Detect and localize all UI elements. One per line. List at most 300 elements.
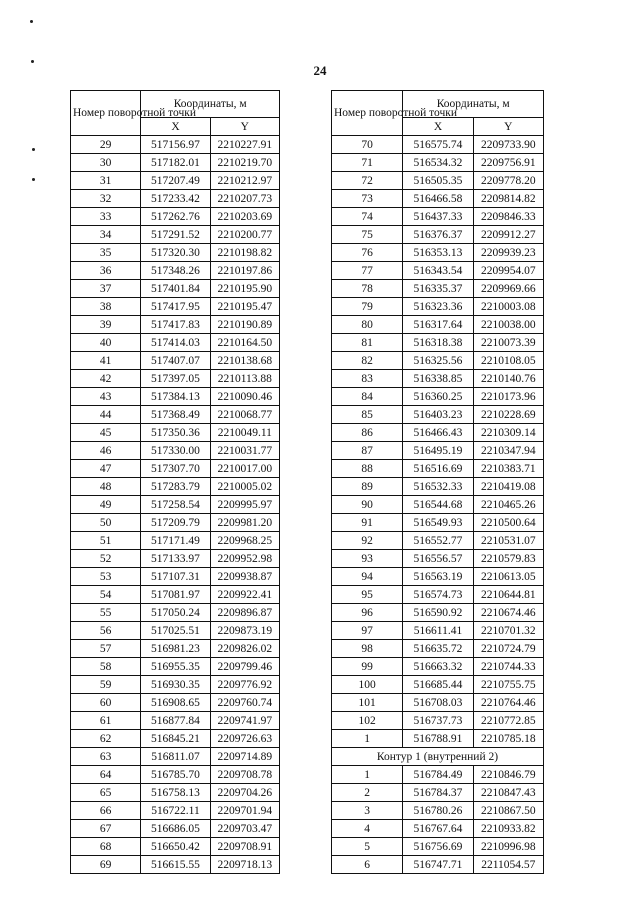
y-coordinate-cell: 2210173.96: [473, 388, 543, 406]
x-coordinate-cell: 517401.84: [141, 280, 210, 298]
point-number-cell: 6: [332, 856, 403, 874]
table-row: [332, 136, 544, 154]
point-number-cell: 85: [332, 406, 403, 424]
x-coordinate-cell: 516767.64: [403, 820, 473, 838]
y-coordinate-cell: 2211054.57: [473, 856, 543, 874]
point-number-cell: 61: [71, 712, 141, 730]
x-coordinate-cell: 517209.79: [141, 514, 210, 532]
x-coordinate-cell: 516552.77: [403, 532, 473, 550]
table-row: [71, 190, 280, 208]
table-row: [71, 478, 280, 496]
y-coordinate-cell: 2210140.76: [473, 370, 543, 388]
x-coordinate-cell: 516590.92: [403, 604, 473, 622]
x-coordinate-cell: 516549.93: [403, 514, 473, 532]
x-coordinate-cell: 516574.73: [403, 586, 473, 604]
y-coordinate-cell: 2210465.26: [473, 496, 543, 514]
x-coordinate-cell: 517133.97: [141, 550, 210, 568]
x-coordinate-cell: 516930.35: [141, 676, 210, 694]
table-row: [332, 334, 544, 352]
y-coordinate-cell: 2209873.19: [210, 622, 279, 640]
table-row: [71, 496, 280, 514]
point-number-cell: 91: [332, 514, 403, 532]
point-number-cell: 68: [71, 838, 141, 856]
x-header: X: [141, 118, 210, 136]
x-coordinate-cell: 517233.42: [141, 190, 210, 208]
y-coordinate-cell: 2209896.87: [210, 604, 279, 622]
y-coordinate-cell: 2209814.82: [473, 190, 543, 208]
point-number-cell: 96: [332, 604, 403, 622]
point-number-cell: 86: [332, 424, 403, 442]
y-coordinate-cell: 2209938.87: [210, 568, 279, 586]
point-number-cell: 42: [71, 370, 141, 388]
page-number: 24: [313, 63, 327, 78]
point-number-cell: 101: [332, 694, 403, 712]
table-row: [332, 280, 544, 298]
table-row: [71, 568, 280, 586]
table-row: [71, 280, 280, 298]
x-coordinate-cell: 516338.85: [403, 370, 473, 388]
table-row: [71, 424, 280, 442]
y-coordinate-cell: 2210138.68: [210, 352, 279, 370]
x-coordinate-cell: 516532.33: [403, 478, 473, 496]
x-coordinate-cell: 516758.13: [141, 784, 210, 802]
y-coordinate-cell: 2210531.07: [473, 532, 543, 550]
table-row: [71, 712, 280, 730]
x-coordinate-cell: 516466.43: [403, 424, 473, 442]
point-number-cell: 102: [332, 712, 403, 730]
y-header: Y: [473, 118, 543, 136]
x-coordinate-cell: 517291.52: [141, 226, 210, 244]
x-coordinate-cell: 517407.07: [141, 352, 210, 370]
y-coordinate-cell: 2209922.41: [210, 586, 279, 604]
point-number-cell: 67: [71, 820, 141, 838]
y-coordinate-cell: 2209704.26: [210, 784, 279, 802]
table-row: [71, 532, 280, 550]
point-number-cell: 47: [71, 460, 141, 478]
x-coordinate-cell: 516784.49: [403, 766, 473, 784]
point-number-cell: 84: [332, 388, 403, 406]
table-row: [71, 370, 280, 388]
x-coordinate-cell: 516708.03: [403, 694, 473, 712]
y-coordinate-cell: 2209939.23: [473, 244, 543, 262]
table-row: [332, 568, 544, 586]
x-coordinate-cell: 516784.37: [403, 784, 473, 802]
table-row: [71, 154, 280, 172]
table-row: [71, 442, 280, 460]
x-coordinate-cell: 516811.07: [141, 748, 210, 766]
table-row: [71, 406, 280, 424]
y-coordinate-cell: 2209714.89: [210, 748, 279, 766]
x-coordinate-cell: 516686.05: [141, 820, 210, 838]
table-row: [332, 802, 544, 820]
y-coordinate-cell: 2210005.02: [210, 478, 279, 496]
x-coordinate-cell: 516323.36: [403, 298, 473, 316]
point-number-cell: 5: [332, 838, 403, 856]
x-coordinate-cell: 517417.83: [141, 316, 210, 334]
y-coordinate-cell: 2210219.70: [210, 154, 279, 172]
point-number-cell: 100: [332, 676, 403, 694]
x-coordinate-cell: 516981.23: [141, 640, 210, 658]
y-coordinate-cell: 2209733.90: [473, 136, 543, 154]
x-coordinate-cell: 517025.51: [141, 622, 210, 640]
y-coordinate-cell: 2210197.86: [210, 262, 279, 280]
point-number-cell: 54: [71, 586, 141, 604]
y-coordinate-cell: 2210190.89: [210, 316, 279, 334]
point-number-cell: 51: [71, 532, 141, 550]
coordinates-header: Координаты, м: [403, 91, 544, 118]
coordinates-header: Координаты, м: [141, 91, 280, 118]
x-coordinate-cell: 516722.11: [141, 802, 210, 820]
table-row: [71, 334, 280, 352]
table-row: [71, 208, 280, 226]
table-row: [332, 838, 544, 856]
y-coordinate-cell: 2210846.79: [473, 766, 543, 784]
x-coordinate-cell: 516955.35: [141, 658, 210, 676]
point-number-cell: 90: [332, 496, 403, 514]
x-coordinate-cell: 516788.91: [403, 730, 473, 748]
point-number-cell: 37: [71, 280, 141, 298]
table-row: [71, 838, 280, 856]
table-row: [332, 784, 544, 802]
point-number-cell: 32: [71, 190, 141, 208]
y-coordinate-cell: 2210996.98: [473, 838, 543, 856]
x-coordinate-cell: 516650.42: [141, 838, 210, 856]
y-coordinate-cell: 2210724.79: [473, 640, 543, 658]
table-row: [71, 694, 280, 712]
x-coordinate-cell: 517307.70: [141, 460, 210, 478]
point-number-cell: 46: [71, 442, 141, 460]
x-coordinate-cell: 516756.69: [403, 838, 473, 856]
y-coordinate-cell: 2209701.94: [210, 802, 279, 820]
y-coordinate-cell: 2210068.77: [210, 406, 279, 424]
x-coordinate-cell: 516785.70: [141, 766, 210, 784]
point-number-cell: 1: [332, 730, 403, 748]
table-row: [71, 766, 280, 784]
table-row: [71, 550, 280, 568]
point-number-cell: 57: [71, 640, 141, 658]
point-number-cell: 94: [332, 568, 403, 586]
table-row: [332, 694, 544, 712]
y-coordinate-cell: 2209756.91: [473, 154, 543, 172]
x-coordinate-cell: 516376.37: [403, 226, 473, 244]
point-number-cell: 99: [332, 658, 403, 676]
y-coordinate-cell: 2210867.50: [473, 802, 543, 820]
y-coordinate-cell: 2210212.97: [210, 172, 279, 190]
y-coordinate-cell: 2210347.94: [473, 442, 543, 460]
table-row: [332, 604, 544, 622]
table-row: [71, 856, 280, 874]
coordinates-table-left: [70, 90, 280, 874]
point-number-cell: 89: [332, 478, 403, 496]
table-row: [332, 424, 544, 442]
table-row: [332, 208, 544, 226]
point-number-cell: 40: [71, 334, 141, 352]
point-number-cell: 49: [71, 496, 141, 514]
y-coordinate-cell: 2210227.91: [210, 136, 279, 154]
y-coordinate-cell: 2210195.90: [210, 280, 279, 298]
point-number-cell: 63: [71, 748, 141, 766]
x-coordinate-cell: 517050.24: [141, 604, 210, 622]
table-row: [71, 172, 280, 190]
table-row: [332, 190, 544, 208]
y-coordinate-cell: 2210090.46: [210, 388, 279, 406]
point-number-cell: 48: [71, 478, 141, 496]
x-coordinate-cell: 516845.21: [141, 730, 210, 748]
x-coordinate-cell: 516908.65: [141, 694, 210, 712]
table-row: [71, 604, 280, 622]
point-number-cell: 43: [71, 388, 141, 406]
point-number-cell: 93: [332, 550, 403, 568]
point-number-cell: 4: [332, 820, 403, 838]
y-coordinate-cell: 2210198.82: [210, 244, 279, 262]
point-number-cell: 56: [71, 622, 141, 640]
point-number-cell: 36: [71, 262, 141, 280]
x-coordinate-cell: 516575.74: [403, 136, 473, 154]
table-row: [71, 352, 280, 370]
table-row: [71, 316, 280, 334]
y-coordinate-cell: 2210017.00: [210, 460, 279, 478]
y-coordinate-cell: 2209995.97: [210, 496, 279, 514]
point-number-cell: 81: [332, 334, 403, 352]
x-coordinate-cell: 516663.32: [403, 658, 473, 676]
table-row: [71, 262, 280, 280]
table-row: [332, 298, 544, 316]
point-number-cell: 59: [71, 676, 141, 694]
point-number-cell: 80: [332, 316, 403, 334]
table-row: [332, 172, 544, 190]
x-coordinate-cell: 516466.58: [403, 190, 473, 208]
point-number-cell: 97: [332, 622, 403, 640]
point-number-cell: 3: [332, 802, 403, 820]
table-row: [332, 478, 544, 496]
x-coordinate-cell: 517156.97: [141, 136, 210, 154]
y-coordinate-cell: 2209969.66: [473, 280, 543, 298]
point-number-cell: 72: [332, 172, 403, 190]
table-row: [71, 820, 280, 838]
y-coordinate-cell: 2210383.71: [473, 460, 543, 478]
y-coordinate-cell: 2209799.46: [210, 658, 279, 676]
y-coordinate-cell: 2209726.63: [210, 730, 279, 748]
y-coordinate-cell: 2209954.07: [473, 262, 543, 280]
y-coordinate-cell: 2210755.75: [473, 676, 543, 694]
x-coordinate-cell: 517258.54: [141, 496, 210, 514]
point-number-header: Номер поворотной точки: [71, 91, 141, 136]
y-coordinate-cell: 2210764.46: [473, 694, 543, 712]
x-coordinate-cell: 516611.41: [403, 622, 473, 640]
point-number-cell: 45: [71, 424, 141, 442]
point-number-cell: 33: [71, 208, 141, 226]
table-row: [71, 676, 280, 694]
point-number-cell: 44: [71, 406, 141, 424]
point-number-cell: 65: [71, 784, 141, 802]
table-row: [332, 856, 544, 874]
point-number-cell: 76: [332, 244, 403, 262]
y-coordinate-cell: 2209708.78: [210, 766, 279, 784]
point-number-cell: 77: [332, 262, 403, 280]
point-number-cell: 35: [71, 244, 141, 262]
coordinates-table-right: [331, 90, 544, 874]
table-row: [71, 388, 280, 406]
y-coordinate-cell: 2210613.05: [473, 568, 543, 586]
y-coordinate-cell: 2210049.11: [210, 424, 279, 442]
x-coordinate-cell: 516495.19: [403, 442, 473, 460]
y-coordinate-cell: 2210701.32: [473, 622, 543, 640]
point-number-cell: 75: [332, 226, 403, 244]
x-coordinate-cell: 516325.56: [403, 352, 473, 370]
x-coordinate-cell: 516353.13: [403, 244, 473, 262]
y-coordinate-cell: 2210195.47: [210, 298, 279, 316]
table-row: [332, 226, 544, 244]
y-coordinate-cell: 2209708.91: [210, 838, 279, 856]
scan-mark: [32, 178, 35, 181]
point-number-cell: 98: [332, 640, 403, 658]
table-row: [332, 622, 544, 640]
point-number-cell: 66: [71, 802, 141, 820]
x-coordinate-cell: 517171.49: [141, 532, 210, 550]
table-row: [332, 820, 544, 838]
y-coordinate-cell: 2210108.05: [473, 352, 543, 370]
table-row: [71, 622, 280, 640]
point-number-cell: 79: [332, 298, 403, 316]
x-coordinate-cell: 516877.84: [141, 712, 210, 730]
y-coordinate-cell: 2210038.00: [473, 316, 543, 334]
table-row: [332, 730, 544, 748]
table-row: [332, 388, 544, 406]
table-row: [71, 640, 280, 658]
point-number-cell: 82: [332, 352, 403, 370]
scan-mark: [30, 20, 33, 23]
point-number-cell: 88: [332, 460, 403, 478]
x-coordinate-cell: 516544.68: [403, 496, 473, 514]
x-coordinate-cell: 517182.01: [141, 154, 210, 172]
table-row: [332, 712, 544, 730]
x-coordinate-cell: 516615.55: [141, 856, 210, 874]
x-coordinate-cell: 516780.26: [403, 802, 473, 820]
x-coordinate-cell: 516360.25: [403, 388, 473, 406]
y-coordinate-cell: 2210113.88: [210, 370, 279, 388]
x-coordinate-cell: 516318.38: [403, 334, 473, 352]
y-coordinate-cell: 2210933.82: [473, 820, 543, 838]
table-row: [332, 316, 544, 334]
x-coordinate-cell: 517348.26: [141, 262, 210, 280]
x-coordinate-cell: 516556.57: [403, 550, 473, 568]
y-coordinate-cell: 2210073.39: [473, 334, 543, 352]
x-coordinate-cell: 517384.13: [141, 388, 210, 406]
point-number-header: Номер поворотной точки: [332, 91, 403, 136]
point-number-cell: 2: [332, 784, 403, 802]
x-header: X: [403, 118, 473, 136]
y-coordinate-cell: 2210419.08: [473, 478, 543, 496]
table-row: [71, 460, 280, 478]
x-coordinate-cell: 517414.03: [141, 334, 210, 352]
point-number-cell: 50: [71, 514, 141, 532]
y-coordinate-cell: 2210785.18: [473, 730, 543, 748]
x-coordinate-cell: 517368.49: [141, 406, 210, 424]
table-row: [332, 640, 544, 658]
point-number-cell: 41: [71, 352, 141, 370]
section-row: [332, 748, 544, 766]
y-coordinate-cell: 2210847.43: [473, 784, 543, 802]
y-coordinate-cell: 2209703.47: [210, 820, 279, 838]
y-coordinate-cell: 2210644.81: [473, 586, 543, 604]
y-coordinate-cell: 2209846.33: [473, 208, 543, 226]
point-number-cell: 87: [332, 442, 403, 460]
table-row: [332, 406, 544, 424]
point-number-cell: 60: [71, 694, 141, 712]
y-coordinate-cell: 2209952.98: [210, 550, 279, 568]
section-title: Контур 1 (внутренний 2): [332, 748, 544, 766]
y-coordinate-cell: 2209981.20: [210, 514, 279, 532]
table-row: [332, 676, 544, 694]
point-number-cell: 64: [71, 766, 141, 784]
table-row: [71, 784, 280, 802]
table-row: [71, 658, 280, 676]
table-row: [332, 460, 544, 478]
y-header: Y: [210, 118, 279, 136]
point-number-cell: 29: [71, 136, 141, 154]
x-coordinate-cell: 517320.30: [141, 244, 210, 262]
table-row: [71, 298, 280, 316]
table-row: [332, 766, 544, 784]
x-coordinate-cell: 516335.37: [403, 280, 473, 298]
y-coordinate-cell: 2210309.14: [473, 424, 543, 442]
x-coordinate-cell: 516437.33: [403, 208, 473, 226]
point-number-cell: 30: [71, 154, 141, 172]
y-coordinate-cell: 2210031.77: [210, 442, 279, 460]
table-row: [332, 370, 544, 388]
point-number-cell: 74: [332, 208, 403, 226]
y-coordinate-cell: 2210200.77: [210, 226, 279, 244]
y-coordinate-cell: 2210579.83: [473, 550, 543, 568]
x-coordinate-cell: 516635.72: [403, 640, 473, 658]
point-number-cell: 78: [332, 280, 403, 298]
x-coordinate-cell: 516737.73: [403, 712, 473, 730]
x-coordinate-cell: 516343.54: [403, 262, 473, 280]
y-coordinate-cell: 2210207.73: [210, 190, 279, 208]
table-row: [332, 658, 544, 676]
scan-mark: [32, 148, 35, 151]
y-coordinate-cell: 2209912.27: [473, 226, 543, 244]
x-coordinate-cell: 517262.76: [141, 208, 210, 226]
table-row: [71, 244, 280, 262]
point-number-cell: 95: [332, 586, 403, 604]
table-row: [71, 802, 280, 820]
y-coordinate-cell: 2209776.92: [210, 676, 279, 694]
point-number-cell: 73: [332, 190, 403, 208]
point-number-cell: 70: [332, 136, 403, 154]
y-coordinate-cell: 2210744.33: [473, 658, 543, 676]
point-number-cell: 1: [332, 766, 403, 784]
point-number-cell: 71: [332, 154, 403, 172]
table-row: [332, 442, 544, 460]
table-row: [332, 532, 544, 550]
table-row: [71, 514, 280, 532]
y-coordinate-cell: 2210674.46: [473, 604, 543, 622]
x-coordinate-cell: 516516.69: [403, 460, 473, 478]
point-number-cell: 92: [332, 532, 403, 550]
x-coordinate-cell: 516563.19: [403, 568, 473, 586]
y-coordinate-cell: 2209826.02: [210, 640, 279, 658]
point-number-cell: 55: [71, 604, 141, 622]
table-row: [332, 154, 544, 172]
x-coordinate-cell: 517397.05: [141, 370, 210, 388]
scan-mark: [31, 60, 34, 63]
x-coordinate-cell: 516534.32: [403, 154, 473, 172]
x-coordinate-cell: 517350.36: [141, 424, 210, 442]
point-number-cell: 52: [71, 550, 141, 568]
point-number-cell: 53: [71, 568, 141, 586]
x-coordinate-cell: 517330.00: [141, 442, 210, 460]
